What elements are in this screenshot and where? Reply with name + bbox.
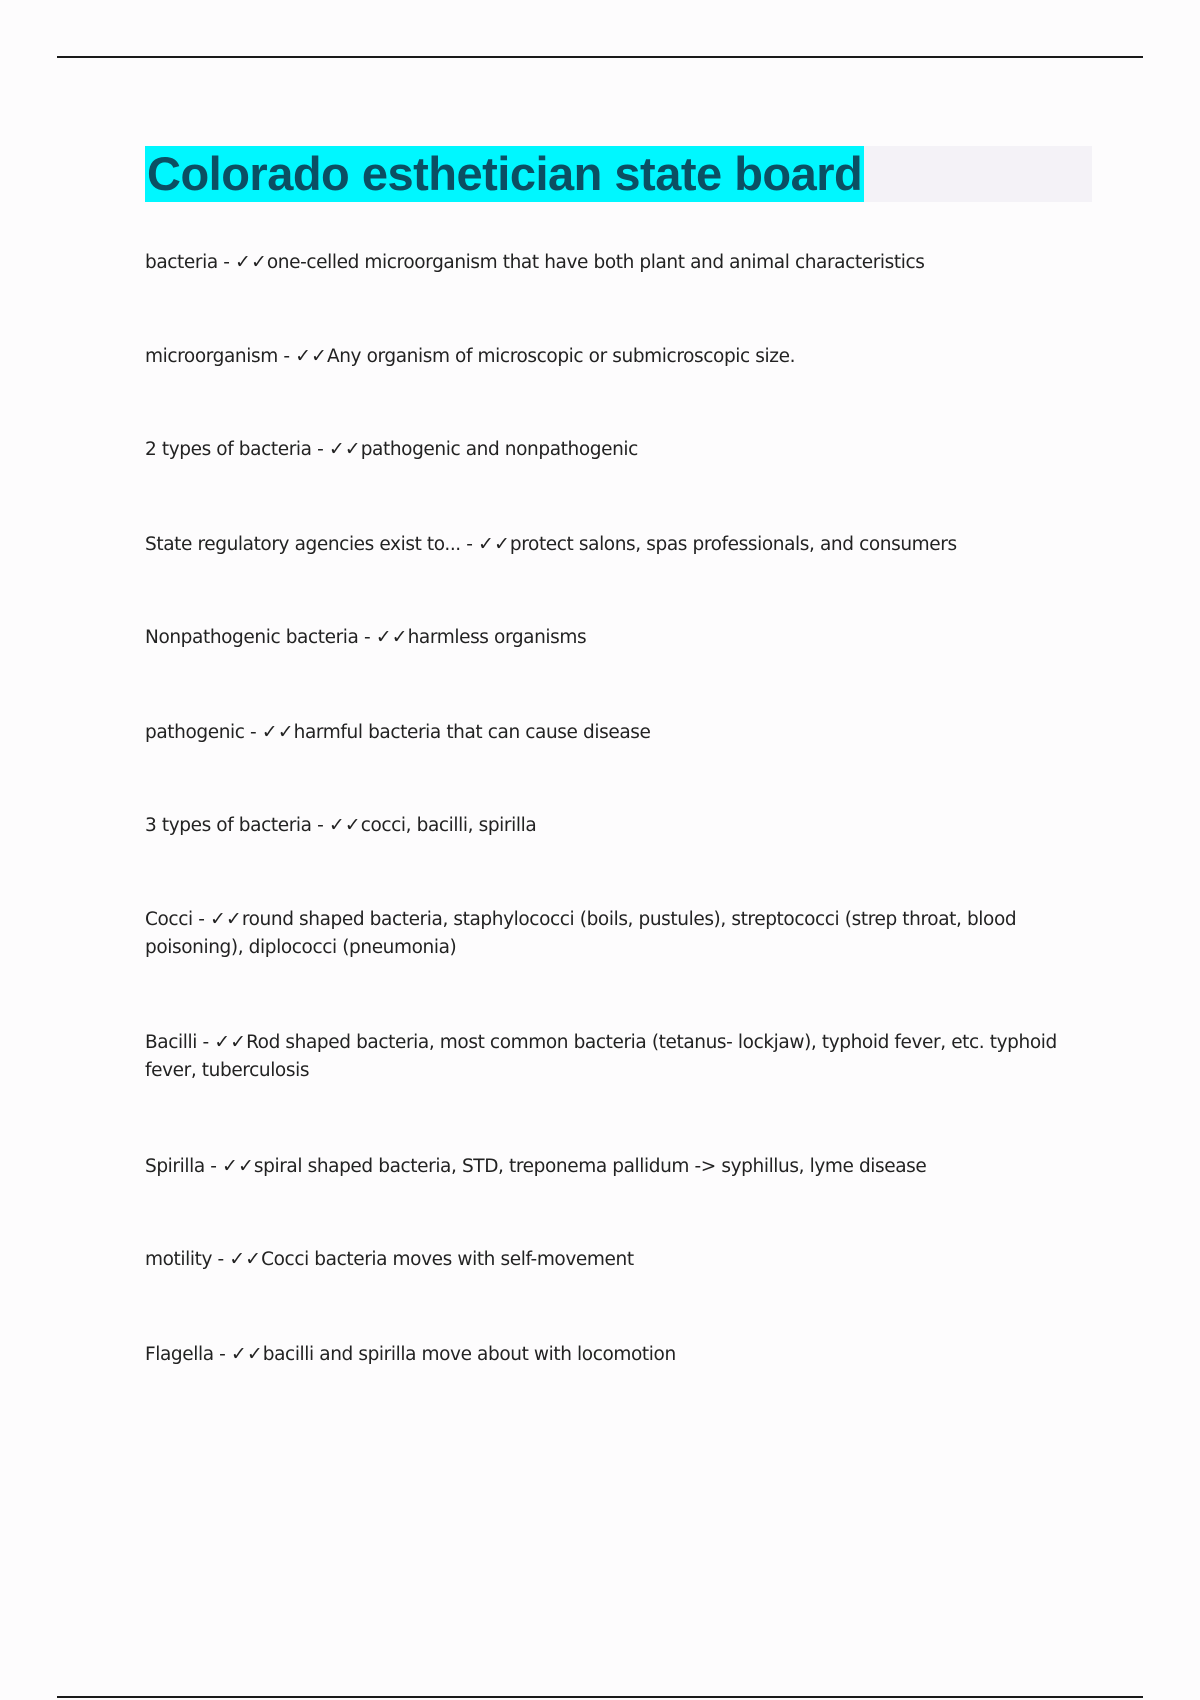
entry-definition: bacilli and spirilla move about with locomotion <box>262 1344 676 1365</box>
double-check-icon: ✓✓ <box>328 814 361 836</box>
double-check-icon: ✓✓ <box>328 438 361 460</box>
entry-pathogenic <box>145 718 1075 747</box>
entry-term: motility <box>145 1249 213 1270</box>
entry-definition: cocci, bacilli, spirilla <box>360 815 537 836</box>
entry-2-types-of-bacteria <box>145 435 1075 464</box>
entry-state-regulatory-agencies <box>145 530 1075 559</box>
entry-definition: round shaped bacteria, staphylococci (boils, pustules), streptococci (strep throat, blood poisoning), diplococci (pneumonia) <box>145 909 1017 958</box>
entry-term: Cocci <box>145 909 193 930</box>
entry-separator: - <box>213 1344 231 1365</box>
entry-separator: - <box>196 1032 215 1053</box>
entry-definition: pathogenic and nonpathogenic <box>360 439 638 460</box>
entry-definition: Cocci bacteria moves with self-movement <box>261 1249 634 1270</box>
double-check-icon: ✓✓ <box>375 626 408 648</box>
entry-definition: Rod shaped bacteria, most common bacteria (tetanus- lockjaw), typhoid fever, etc. typhoid fever, tuberculosis <box>145 1032 1057 1081</box>
entry-term: Spirilla <box>145 1156 205 1177</box>
entry-term: Bacilli <box>145 1032 197 1053</box>
entry-bacilli <box>145 1028 1075 1085</box>
entry-term: 3 types of bacteria <box>145 815 312 836</box>
double-check-icon: ✓✓ <box>235 251 267 273</box>
double-check-icon: ✓✓ <box>209 908 242 930</box>
entry-definition: Any organism of microscopic or submicroscopic size. <box>326 346 796 367</box>
double-check-icon: ✓✓ <box>222 1155 254 1177</box>
entry-definition: harmless organisms <box>407 627 587 648</box>
entry-definition: harmful bacteria that can cause disease <box>293 722 651 743</box>
double-check-icon: ✓✓ <box>478 533 510 555</box>
entry-bacteria <box>145 248 1075 277</box>
entry-separator: - <box>311 815 329 836</box>
entry-term: bacteria <box>145 252 218 273</box>
entry-motility <box>145 1245 1075 1274</box>
double-check-icon: ✓✓ <box>295 345 327 367</box>
entry-spirilla <box>145 1152 1075 1181</box>
bottom-rule <box>57 1696 1143 1698</box>
top-rule <box>57 56 1143 58</box>
entry-definition: spiral shaped bacteria, STD, treponema pallidum -> syphillus, lyme disease <box>253 1156 927 1177</box>
entry-separator: - <box>244 722 262 743</box>
double-check-icon: ✓✓ <box>214 1031 247 1053</box>
entry-separator: - <box>192 909 210 930</box>
entry-separator: - <box>311 439 329 460</box>
entry-separator: - <box>358 627 376 648</box>
entry-nonpathogenic-bacteria <box>145 623 1075 652</box>
entry-term: Flagella <box>145 1344 214 1365</box>
entry-3-types-of-bacteria <box>145 811 1075 840</box>
entry-term: pathogenic <box>145 722 245 743</box>
entry-term: State regulatory agencies exist to... <box>145 534 461 555</box>
entry-definition: one-celled microorganism that have both plant and animal characteristics <box>266 252 925 273</box>
entry-term: Nonpathogenic bacteria <box>145 627 359 648</box>
entry-definition: protect salons, spas professionals, and consumers <box>509 534 957 555</box>
double-check-icon: ✓✓ <box>229 1248 262 1270</box>
entry-separator: - <box>212 1249 230 1270</box>
document-title: Colorado esthetician state board <box>147 147 863 200</box>
entry-flagella <box>145 1340 1075 1369</box>
double-check-icon: ✓✓ <box>261 721 294 743</box>
entry-separator: - <box>204 1156 223 1177</box>
entry-separator: - <box>460 534 479 555</box>
entry-separator: - <box>277 346 296 367</box>
entry-term: microorganism <box>145 346 278 367</box>
entry-term: 2 types of bacteria <box>145 439 312 460</box>
entry-cocci <box>145 905 1075 962</box>
entry-separator: - <box>217 252 236 273</box>
double-check-icon: ✓✓ <box>230 1343 263 1365</box>
entry-microorganism <box>145 342 1075 371</box>
